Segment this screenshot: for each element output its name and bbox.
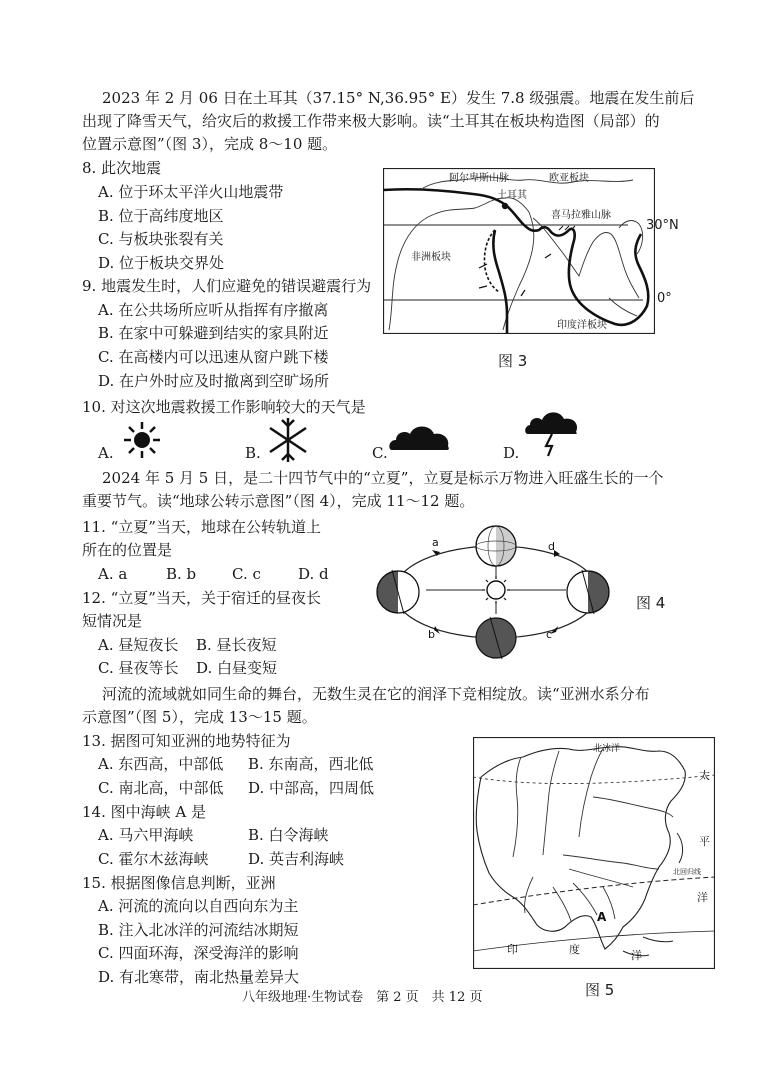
fig4-caption: 图 4 (636, 594, 666, 612)
q9-stem: 9. 地震发生时，人们应避免的错误避震行为 (82, 277, 372, 295)
q13-option-c[interactable]: C. 南北高，中部低 (98, 779, 224, 797)
q14-option-a[interactable]: A. 马六甲海峡 (98, 826, 194, 844)
intro3-line1: 河流的流域就如同生命的舞台，无数生灵在它的润泽下竞相绽放。读“亚洲水系分布 (102, 685, 650, 703)
q12-option-d[interactable]: D. 白昼变短 (196, 659, 278, 677)
q9-option-c[interactable]: C. 在高楼内可以迅速从窗户跳下楼 (98, 348, 329, 366)
q14-option-c[interactable]: C. 霍尔木兹海峡 (98, 850, 209, 868)
q15-option-d[interactable]: D. 有北寒带，南北热量差异大 (98, 968, 300, 986)
q9-option-d[interactable]: D. 在户外时应及时撤离到空旷场所 (98, 372, 330, 390)
q13-option-b[interactable]: B. 东南高，西北低 (248, 755, 374, 773)
fig4-label-b: b (428, 628, 435, 641)
q8-option-a[interactable]: A. 位于环太平洋火山地震带 (98, 183, 284, 201)
q14-option-d[interactable]: D. 英吉利海峡 (248, 850, 345, 868)
fig5-label-yang2: 洋 (631, 949, 642, 962)
fig4-label-a: a (432, 536, 439, 549)
snow-icon (266, 416, 310, 468)
fig3-label-himalaya: 喜马拉雅山脉 (551, 210, 611, 221)
intro1-line3: 位置示意图”（图 3），完成 8～10 题。 (82, 135, 338, 153)
q15-option-a[interactable]: A. 河流的流向以自西向东为主 (98, 897, 299, 915)
q11-option-a[interactable]: A. a (98, 565, 128, 583)
q15-option-c[interactable]: C. 四面环海，深受海洋的影响 (98, 944, 299, 962)
q13-option-a[interactable]: A. 东西高，中部低 (98, 755, 224, 773)
figure-5-asia-rivers-map (473, 737, 715, 969)
fig3-label-africa: 非洲板块 (411, 252, 451, 263)
q11-option-d[interactable]: D. d (298, 565, 329, 583)
intro2-line2: 重要节气。读“地球公转示意图”（图 4），完成 11～12 题。 (82, 492, 475, 510)
q8-option-c[interactable]: C. 与板块张裂有关 (98, 230, 224, 248)
fig5-label-du: 度 (569, 943, 580, 956)
fig5-label-arctic: 北冰洋 (593, 744, 621, 754)
fig3-label-30n: 30°N (646, 218, 679, 233)
fig3-label-alps: 阿尔卑斯山脉 (449, 173, 509, 184)
fig5-label-strait-a: A (597, 910, 607, 924)
q10-option-a[interactable]: A. (98, 444, 114, 462)
q10-option-b[interactable]: B. (245, 444, 261, 462)
fig3-label-0: 0° (657, 291, 672, 306)
q11-stem-line1: 11. “立夏”当天，地球在公转轨道上 (82, 518, 321, 536)
q10-stem: 10. 对这次地震救援工作影响较大的天气是 (82, 398, 366, 416)
q8-stem: 8. 此次地震 (82, 159, 162, 177)
q13-option-d[interactable]: D. 中部高，四周低 (248, 779, 375, 797)
fig5-label-yang: 洋 (697, 891, 708, 904)
fig5-label-tai: 太 (699, 769, 710, 782)
q12-option-a[interactable]: A. 昼短夜长 (98, 636, 179, 654)
figure-3-plate-map (383, 168, 655, 334)
q14-option-b[interactable]: B. 白令海峡 (248, 826, 329, 844)
fig5-caption: 图 5 (585, 981, 615, 999)
q13-stem: 13. 据图可知亚洲的地势特征为 (82, 732, 291, 750)
intro3-line2: 示意图”（图 5），完成 13～15 题。 (82, 708, 317, 726)
q12-option-c[interactable]: C. 昼夜等长 (98, 659, 179, 677)
fig3-label-turkey: 土耳其 (497, 190, 527, 201)
q14-stem: 14. 图中海峡 A 是 (82, 803, 206, 821)
q11-option-c[interactable]: C. c (232, 565, 261, 583)
q12-stem-line1: 12. “立夏”当天，关于宿迁的昼夜长 (82, 589, 321, 607)
q15-option-b[interactable]: B. 注入北冰洋的河流结冰期短 (98, 921, 299, 939)
q8-option-d[interactable]: D. 位于板块交界处 (98, 254, 225, 272)
fig3-caption: 图 3 (498, 352, 528, 370)
q10-option-d[interactable]: D. (503, 444, 520, 462)
sunny-icon (122, 420, 162, 464)
page-footer: 八年级地理·生物试卷 第 2 页 共 12 页 (242, 990, 483, 1005)
fig4-label-d: d (548, 540, 555, 553)
fig5-label-tropic: 北回归线 (673, 868, 701, 876)
intro1-line1: 2023 年 2 月 06 日在土耳其（37.15° N,36.95° E）发生 7.8 级强震。地震在发生前后 (102, 89, 695, 107)
fig4-label-c: c (546, 628, 553, 641)
q9-option-b[interactable]: B. 在家中可躲避到结实的家具附近 (98, 324, 329, 342)
intro2-line1: 2024 年 5 月 5 日，是二十四节气中的“立夏”，立夏是标示万物进入旺盛生长的一个 (102, 469, 664, 487)
q11-option-b[interactable]: B. b (166, 565, 197, 583)
intro1-line2: 出现了降雪天气，给灾后的救援工作带来极大影响。读“土耳其在板块构造图（局部）的 (82, 112, 660, 130)
q11-stem-line2: 所在的位置是 (82, 541, 173, 559)
figure-4-earth-orbit (374, 520, 624, 670)
fig3-label-eurasia: 欧亚板块 (549, 173, 589, 184)
q12-option-b[interactable]: B. 昼长夜短 (196, 636, 277, 654)
q9-option-a[interactable]: A. 在公共场所应听从指挥有序撤离 (98, 301, 329, 319)
fig3-label-indian: 印度洋板块 (557, 320, 607, 331)
fig5-label-ping: 平 (699, 835, 710, 848)
q12-stem-line2: 短情况是 (82, 612, 143, 630)
q15-stem: 15. 根据图像信息判断，亚洲 (82, 874, 276, 892)
thunder-rain-icon (524, 410, 580, 462)
cloudy-icon (388, 422, 452, 456)
q10-option-c[interactable]: C. (372, 444, 388, 462)
fig5-label-yin: 印 (507, 943, 518, 956)
q8-option-b[interactable]: B. 位于高纬度地区 (98, 207, 224, 225)
